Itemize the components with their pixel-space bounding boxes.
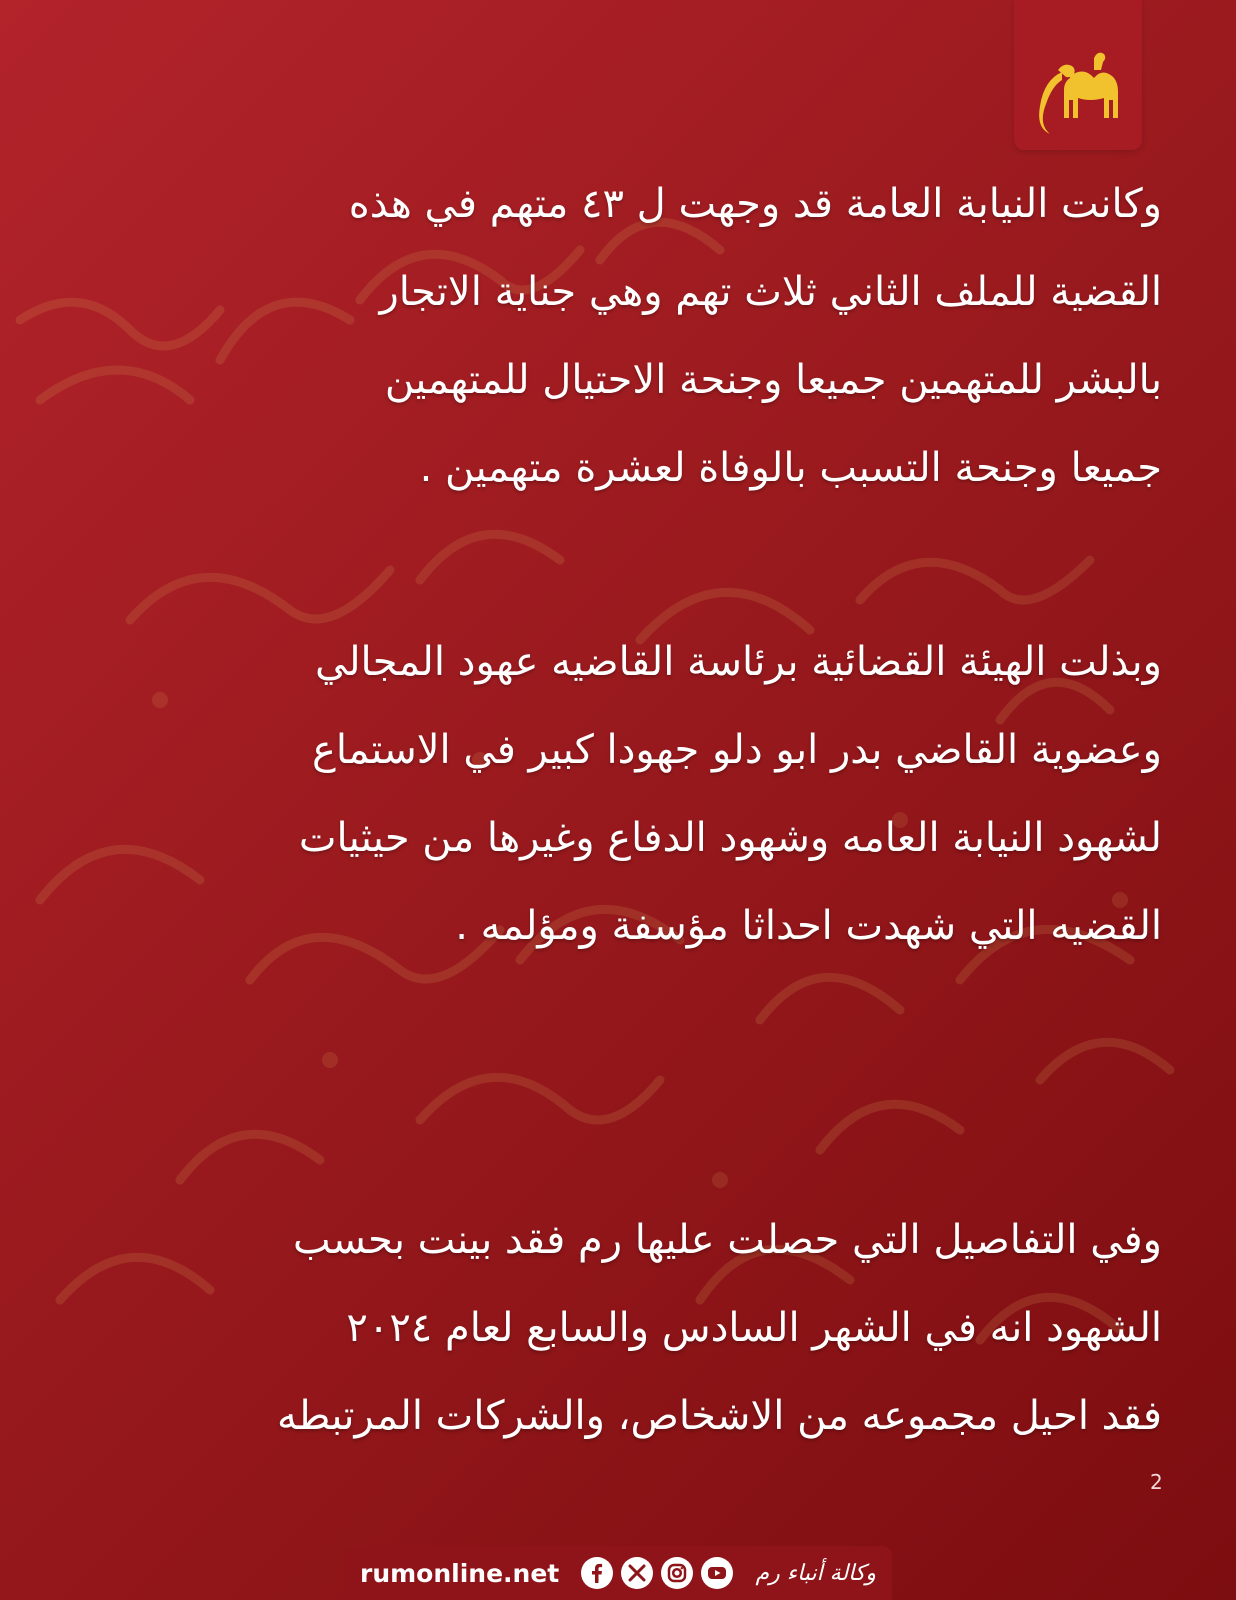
paragraph-1-line: جميعا وجنحة التسبب بالوفاة لعشرة متهمين .: [419, 445, 1162, 491]
instagram-icon[interactable]: [661, 1557, 693, 1589]
footer-bar: [344, 1546, 892, 1600]
paragraph-1-line: وكانت النيابة العامة قد وجهت ل ٤٣ متهم في هذه: [348, 181, 1162, 227]
paragraph-2-line: وبذلت الهيئة القضائية برئاسة القاضيه عهود المجالي: [314, 639, 1162, 685]
paragraph-2-line: لشهود النيابة العامه وشهود الدفاع وغيرها من حيثيات: [298, 815, 1162, 861]
page-number: 2: [1150, 1470, 1163, 1494]
footer-brand-logo: وكالة أنباء رم: [755, 1560, 876, 1586]
youtube-icon[interactable]: [701, 1557, 733, 1589]
paragraph-2-line: وعضوية القاضي بدر ابو دلو جهودا كبير في الاستماع: [311, 727, 1162, 773]
paragraph-3-line: فقد احيل مجموعه من الاشخاص، والشركات المرتبطه: [277, 1393, 1162, 1439]
paragraph-3-line: وفي التفاصيل التي حصلت عليها رم فقد بينت بحسب: [293, 1217, 1162, 1263]
paragraph-1-line: القضية للملف الثاني ثلاث تهم وهي جناية الاتجار: [379, 269, 1162, 315]
logo[interactable]: [1014, 0, 1142, 150]
paragraph-3: [70, 1196, 1162, 1460]
camel-rider-icon: [1024, 34, 1134, 144]
social-links: [581, 1557, 733, 1589]
paragraph-1: [70, 160, 1162, 512]
website-link[interactable]: rumonline.net: [360, 1558, 560, 1588]
facebook-icon[interactable]: [581, 1557, 613, 1589]
paragraph-1-line: بالبشر للمتهمين جميعا وجنحة الاحتيال للمتهمين: [384, 357, 1162, 403]
x-icon[interactable]: [621, 1557, 653, 1589]
paragraph-3-line: الشهود انه في الشهر السادس والسابع لعام ٢٠٢٤: [346, 1305, 1162, 1351]
paragraph-2: [70, 618, 1162, 970]
paragraph-2-line: القضيه التي شهدت احداثا مؤسفة ومؤلمه .: [455, 903, 1162, 949]
